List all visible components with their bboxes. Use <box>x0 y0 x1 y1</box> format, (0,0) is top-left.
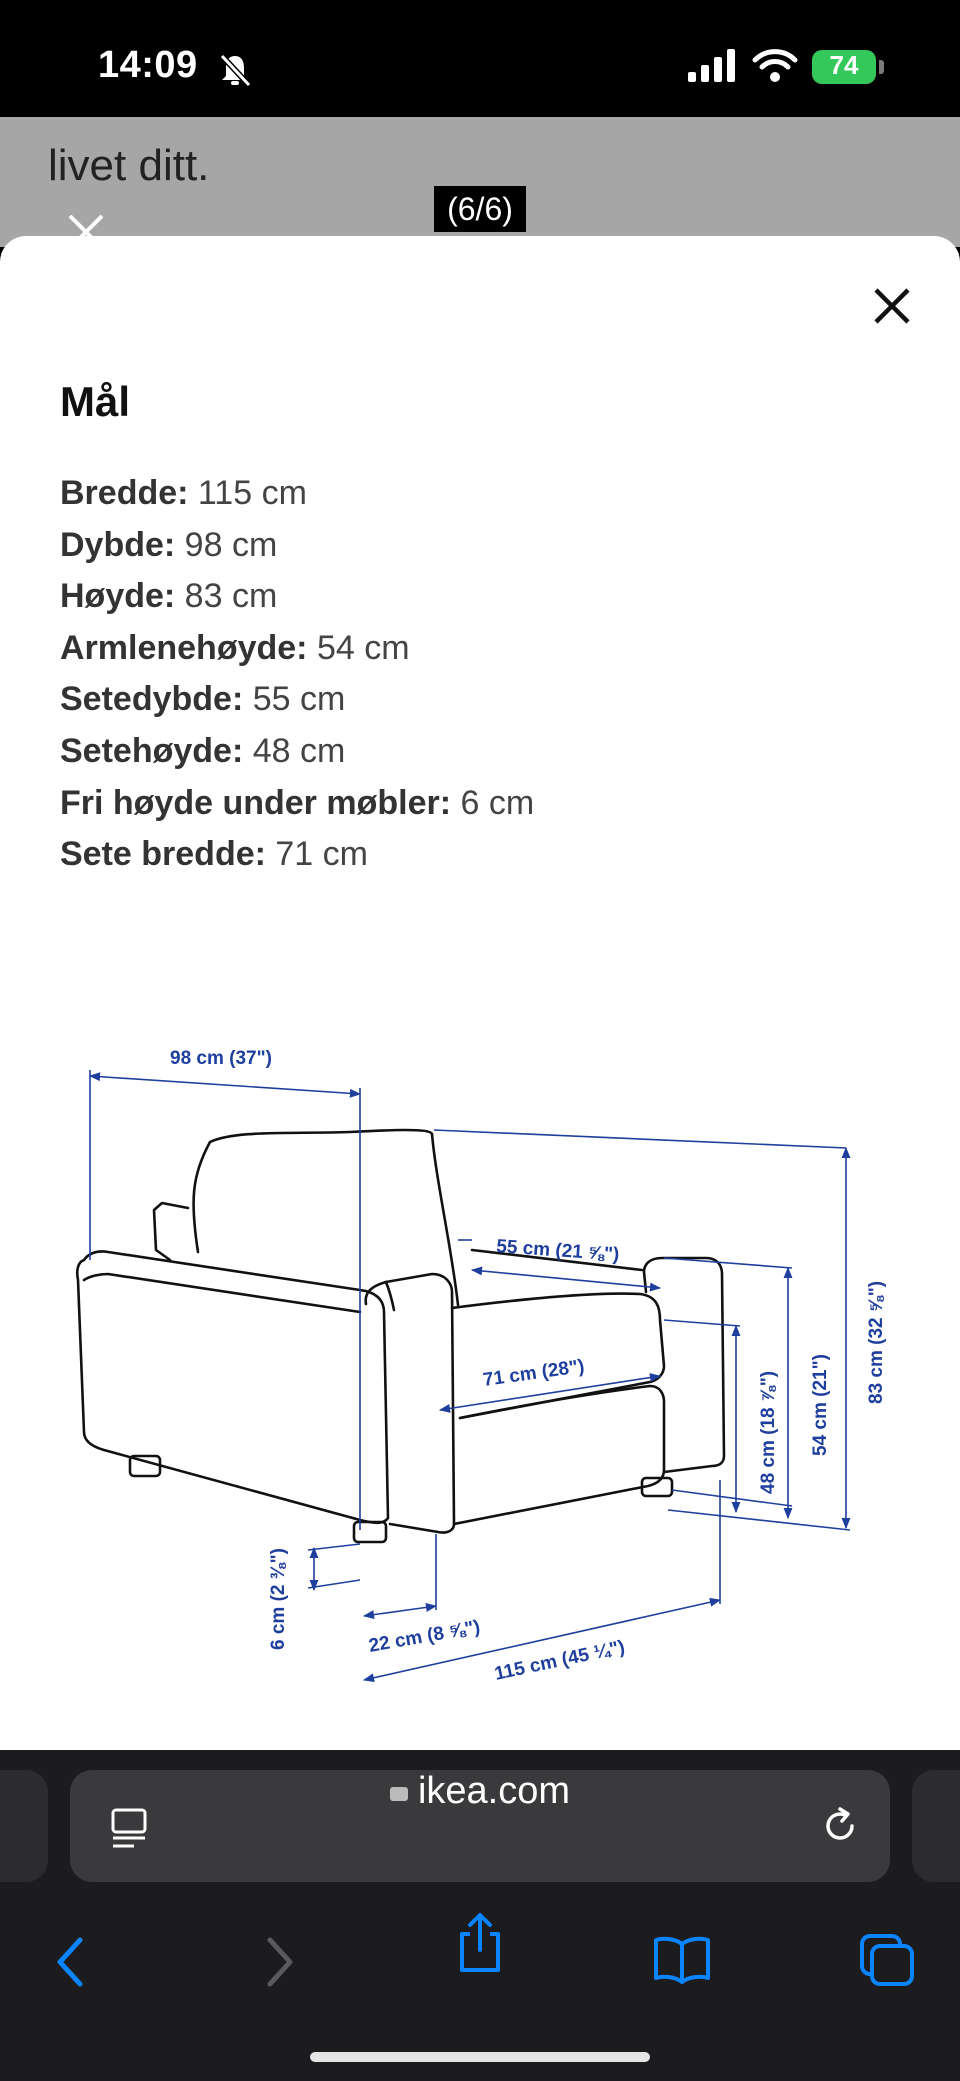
dimension-value: 83 cm <box>175 577 278 616</box>
dimension-value: 6 cm <box>451 783 535 822</box>
dimension-row-clearance <box>60 784 534 836</box>
tabs-icon[interactable] <box>858 1932 916 1988</box>
url-domain: ikea.com <box>417 1770 571 1812</box>
dimension-label: Sete bredde: <box>60 835 266 874</box>
dimension-labels <box>170 1048 887 1685</box>
width-label: 115 cm (45 ¼") <box>492 1636 627 1685</box>
seat-depth-label: 55 cm (21 ⅝") <box>495 1236 620 1266</box>
back-icon[interactable] <box>54 1936 86 1988</box>
dimension-row-height <box>60 577 534 629</box>
dimension-label: Fri høyde under møbler: <box>60 783 452 822</box>
arm-height-label: 54 cm (21") <box>810 1354 831 1456</box>
tab-counter: (6/6) <box>434 186 526 232</box>
dimension-value: 71 cm <box>265 835 368 874</box>
dimension-value: 54 cm <box>307 628 410 667</box>
browser-toolbar <box>0 1900 960 2020</box>
battery-cap <box>879 60 884 74</box>
dimension-row-width <box>60 474 534 526</box>
bookmarks-icon[interactable] <box>652 1934 712 1984</box>
address-bar[interactable] <box>70 1770 890 1882</box>
dimension-lines <box>90 1070 850 1680</box>
background-page-text: livet ditt. <box>48 141 210 190</box>
dimension-value: 115 cm <box>188 474 307 512</box>
browser-bottom-bar <box>0 1750 960 2081</box>
forward-icon[interactable] <box>264 1936 296 1988</box>
previous-tab-peek[interactable] <box>0 1770 48 1882</box>
status-time: 14:09 <box>98 44 198 86</box>
dimension-row-depth <box>60 526 534 578</box>
dimension-value: 98 cm <box>175 525 278 564</box>
dimension-row-seat-height <box>60 732 534 784</box>
home-indicator[interactable] <box>310 2052 650 2062</box>
dimension-label: Setehøyde: <box>60 731 244 770</box>
lock-icon <box>390 1787 408 1801</box>
dimension-value: 55 cm <box>243 680 346 719</box>
dimensions-list <box>60 474 534 887</box>
battery-level: 74 <box>829 50 859 80</box>
sheet-title: Mål <box>60 378 131 425</box>
armchair-drawing <box>77 1130 724 1542</box>
dimension-label: Bredde: <box>60 474 189 512</box>
dimension-row-seat-depth <box>60 680 534 732</box>
seat-height-label: 48 cm (18 ⅞") <box>758 1370 779 1494</box>
next-tab-peek[interactable] <box>912 1770 960 1882</box>
dimension-label: Setedybde: <box>60 680 244 719</box>
cellular-signal-icon <box>688 48 740 84</box>
reload-icon[interactable] <box>818 1804 862 1848</box>
depth-label: 98 cm (37") <box>170 1048 272 1069</box>
url-text <box>70 1770 890 1813</box>
dimension-label: Armlenehøyde: <box>60 628 308 667</box>
clearance-label: 6 cm (2 ⅜") <box>268 1548 289 1650</box>
silent-bell-icon <box>218 52 252 88</box>
dimension-row-arm-height <box>60 629 534 681</box>
wifi-icon <box>752 48 798 84</box>
height-label: 83 cm (32 ⅝") <box>866 1280 887 1404</box>
dimension-row-seat-width <box>60 835 534 887</box>
share-icon[interactable] <box>456 1912 504 1974</box>
armchair-dimension-diagram <box>60 1030 900 1710</box>
dimension-label: Dybde: <box>60 525 176 564</box>
dimension-label: Høyde: <box>60 577 176 616</box>
arm-width-label: 22 cm (8 ⅝") <box>367 1616 482 1657</box>
dimension-value: 48 cm <box>243 731 346 770</box>
status-bar <box>0 0 960 117</box>
battery-indicator <box>812 50 876 84</box>
sheet-close-icon[interactable] <box>870 284 914 328</box>
seat-width-label: 71 cm (28") <box>481 1355 586 1391</box>
